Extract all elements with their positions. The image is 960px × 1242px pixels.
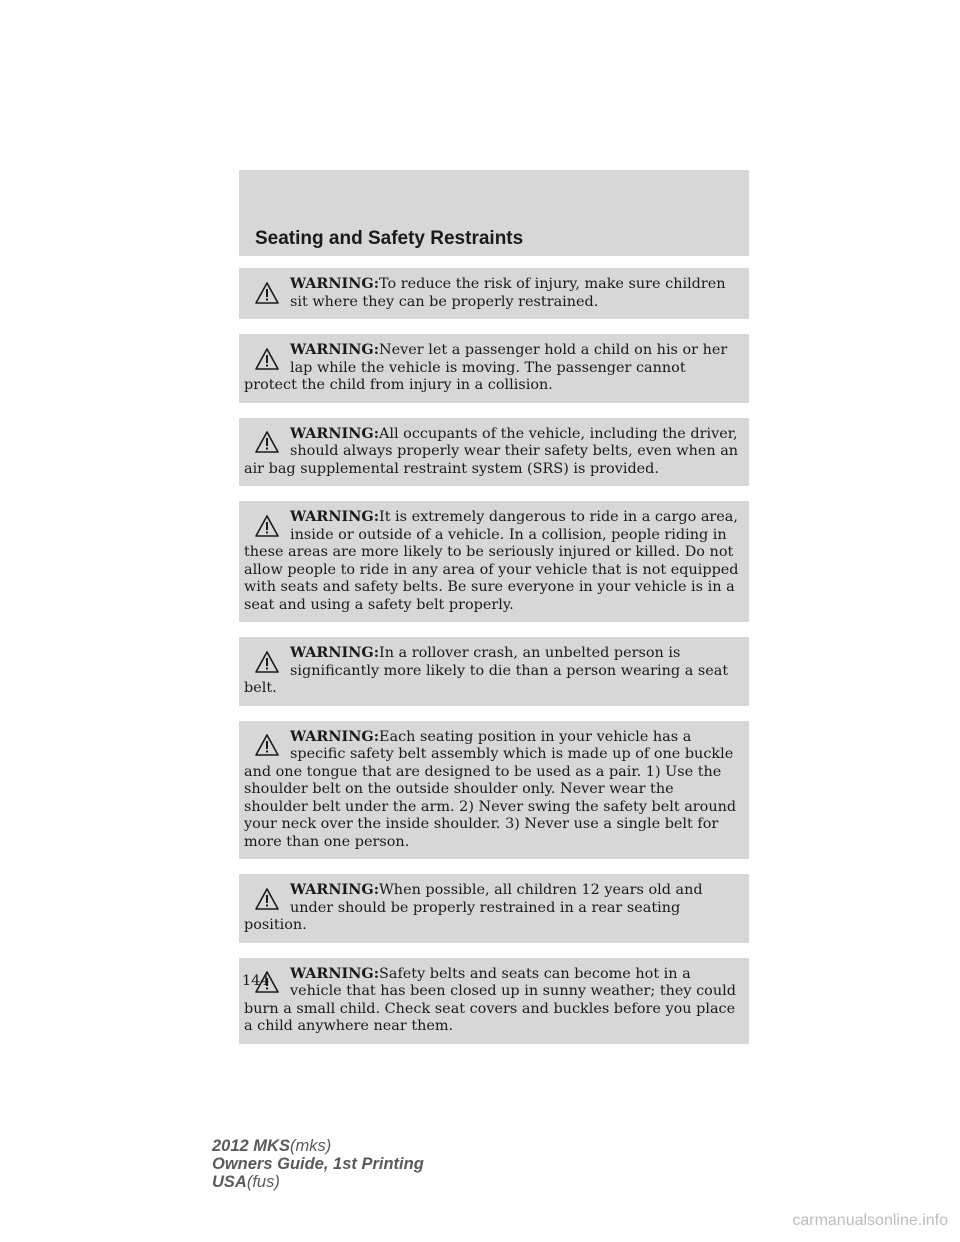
warning-text: All occupants of the vehicle, including the driver, should always properly wear their safety belts, even when an air bag supplemental restraint system (SRS) is provided. <box>244 425 739 477</box>
warning-box <box>239 874 749 943</box>
warning-label: WARNING: <box>290 644 380 661</box>
warning-label: WARNING: <box>290 727 380 745</box>
warning-label: WARNING: <box>290 964 380 982</box>
warning-triangle-icon <box>244 341 290 376</box>
warning-label: WARNING: <box>290 424 380 442</box>
warning-box <box>239 268 749 319</box>
warning-triangle-icon <box>244 508 290 543</box>
warning-text: Safety belts and seats can become hot in a vehicle that has been closed up in sunny weather; they could burn a small child. Check seat covers and buckles before you place a child anywhere near them. <box>244 965 736 1034</box>
warning-list <box>239 268 749 1059</box>
warning-box <box>239 958 749 1044</box>
footer-model-name: 2012 MKS <box>212 1137 290 1155</box>
warning-triangle-icon <box>244 728 290 763</box>
warning-triangle-icon <box>244 425 290 460</box>
footer-line-model <box>212 1137 424 1155</box>
warning-triangle-icon <box>244 275 290 310</box>
warning-box <box>239 501 749 622</box>
section-header <box>239 170 749 256</box>
watermark-text: carmanualsonline.info <box>792 1212 948 1229</box>
footer-line-printing: Owners Guide, 1st Printing <box>212 1155 424 1173</box>
warning-label: WARNING: <box>290 341 380 358</box>
warning-label: WARNING: <box>290 275 380 292</box>
footer-model-code: (mks) <box>289 1137 332 1155</box>
warning-label: WARNING: <box>290 508 380 525</box>
warning-text: To reduce the risk of injury, make sure children sit where they can be properly restrained. <box>290 276 726 310</box>
warning-box <box>239 637 749 706</box>
warning-triangle-icon <box>244 881 290 916</box>
warning-box <box>239 418 749 487</box>
warning-text: It is extremely dangerous to ride in a cargo area, inside or outside of a vehicle. In a collision, people riding in these areas are more likely to be seriously injured or killed. Do not allow people to ride in any area of your vehicle that is not equipped with seats and safety belts. Be sure everyone in your vehicle is in a seat and using a safety belt properly. <box>244 509 739 613</box>
print-footer <box>212 1137 424 1191</box>
warning-text: In a rollover crash, an unbelted person is significantly more likely to die than a person wearing a seat belt. <box>244 645 729 696</box>
warning-box <box>239 721 749 860</box>
footer-line-region <box>212 1173 424 1191</box>
warning-label: WARNING: <box>290 881 380 898</box>
section-title: Seating and Safety Restraints <box>255 228 524 249</box>
warning-box <box>239 334 749 403</box>
warning-text: Never let a passenger hold a child on his or her lap while the vehicle is moving. The passenger cannot protect the child from injury in a collision. <box>244 342 728 393</box>
warning-text: When possible, all children 12 years old and under should be properly restrained in a rear seating position. <box>244 882 703 933</box>
warning-triangle-icon <box>244 644 290 679</box>
page-number: 144 <box>242 973 270 989</box>
footer-region-name: USA <box>212 1173 247 1191</box>
footer-region-code: (fus) <box>246 1173 280 1191</box>
warning-text: Each seating position in your vehicle has a specific safety belt assembly which is made up of one buckle and one tongue that are designed to be used as a pair. 1) Use the shoulder belt on the outside shoulder only. Never wear the shoulder belt under the arm. 2) Never swing the safety belt around your neck over the inside shoulder. 3) Never use a single belt for more than one person. <box>244 728 737 850</box>
